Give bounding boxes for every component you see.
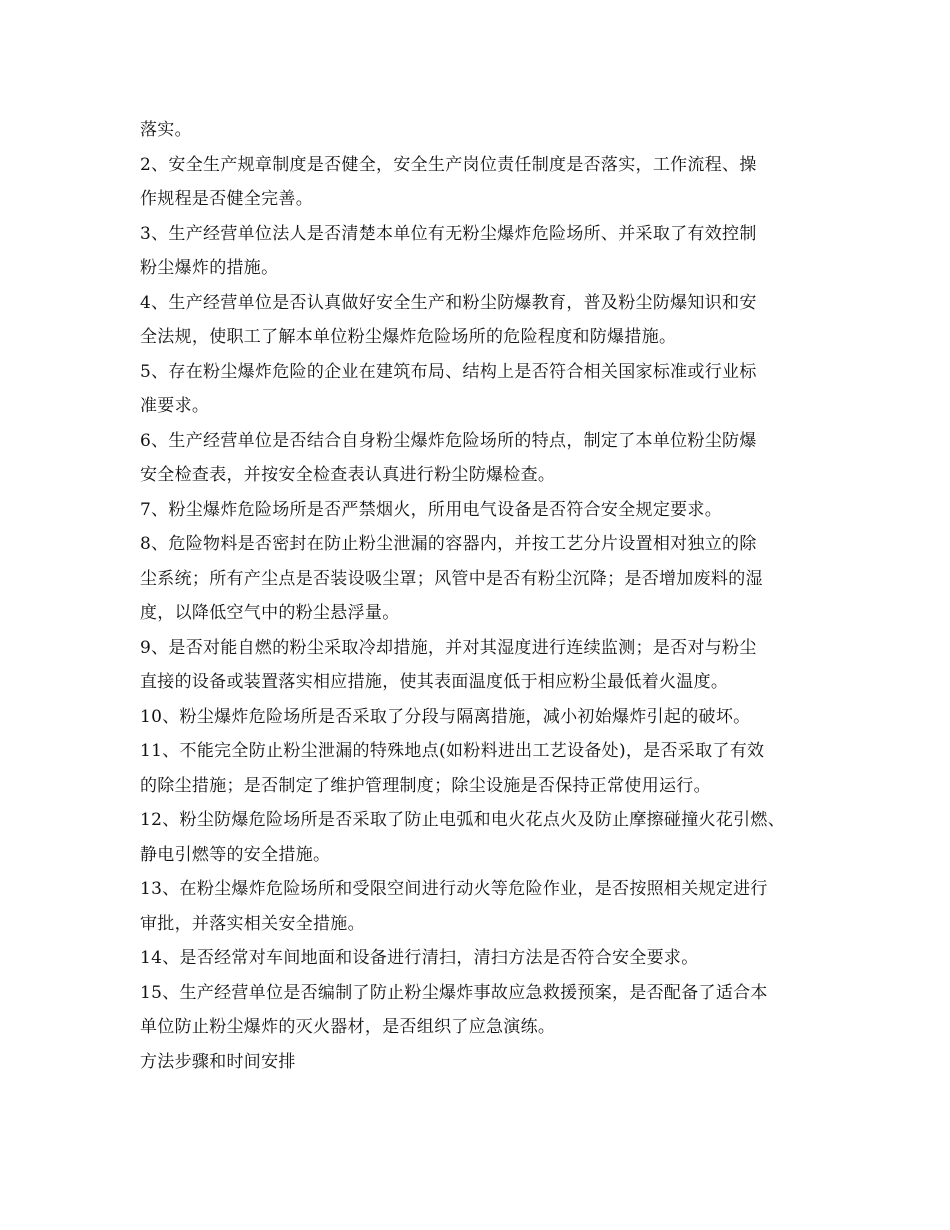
text-line: 落实。 bbox=[140, 120, 192, 140]
text-line: 6、生产经营单位是否结合自身粉尘爆炸危险场所的特点，制定了本单位粉尘防爆 bbox=[140, 430, 757, 451]
text-line: 粉尘爆炸的措施。 bbox=[140, 258, 279, 278]
text-line: 静电引燃等的安全措施。 bbox=[140, 844, 331, 865]
text-line: 4、生产经营单位是否认真做好安全生产和粉尘防爆教育，普及粉尘防爆知识和安 bbox=[140, 292, 757, 313]
text-line: 7、粉尘爆炸危险场所是否严禁烟火，所用电气设备是否符合安全规定要求。 bbox=[140, 499, 723, 520]
document-body bbox=[140, 113, 830, 1079]
section-heading: 方法步骤和时间安排 bbox=[140, 1051, 296, 1072]
text-line: 15、生产经营单位是否编制了防止粉尘爆炸事故应急救援预案，是否配备了适合本 bbox=[140, 982, 768, 1003]
text-line: 3、生产经营单位法人是否清楚本单位有无粉尘爆炸危险场所、并采取了有效控制 bbox=[140, 223, 757, 244]
text-line: 的除尘措施；是否制定了维护管理制度；除尘设施是否保持正常使用运行。 bbox=[140, 775, 711, 796]
text-line: 10、粉尘爆炸危险场所是否采取了分段与隔离措施，减小初始爆炸引起的破坏。 bbox=[140, 706, 751, 727]
text-line: 12、粉尘防爆危险场所是否采取了防止电弧和电火花点火及防止摩擦碰撞火花引燃、 bbox=[140, 810, 786, 830]
text-line: 11、不能完全防止粉尘泄漏的特殊地点(如粉料进出工艺设备处)，是否采取了有效 bbox=[140, 741, 765, 761]
text-line: 8、危险物料是否密封在防止粉尘泄漏的容器内，并按工艺分片设置相对独立的除 bbox=[140, 534, 757, 554]
text-line: 5、存在粉尘爆炸危险的企业在建筑布局、结构上是否符合相关国家标准或行业标 bbox=[140, 361, 757, 382]
text-line: 9、是否对能自燃的粉尘采取冷却措施，并对其湿度进行连续监测；是否对与粉尘 bbox=[140, 637, 757, 658]
text-line: 全法规，使职工了解本单位粉尘爆炸危险场所的危险程度和防爆措施。 bbox=[140, 327, 677, 347]
text-line: 作规程是否健全完善。 bbox=[140, 189, 313, 209]
text-line: 14、是否经常对车间地面和设备进行清扫，清扫方法是否符合安全要求。 bbox=[140, 948, 699, 968]
text-line: 安全检查表，并按安全检查表认真进行粉尘防爆检查。 bbox=[140, 465, 556, 485]
text-line: 2、安全生产规章制度是否健全，安全生产岗位责任制度是否落实，工作流程、操 bbox=[140, 154, 757, 175]
text-line: 度，以降低空气中的粉尘悬浮量。 bbox=[140, 603, 400, 623]
text-line: 审批，并落实相关安全措施。 bbox=[140, 913, 365, 934]
text-line: 单位防止粉尘爆炸的灭火器材，是否组织了应急演练。 bbox=[140, 1017, 556, 1037]
text-line: 准要求。 bbox=[140, 396, 210, 416]
text-line: 尘系统；所有产尘点是否装设吸尘罩；风管中是否有粉尘沉降；是否增加废料的湿 bbox=[140, 568, 763, 589]
text-line: 13、在粉尘爆炸危险场所和受限空间进行动火等危险作业，是否按照相关规定进行 bbox=[140, 879, 768, 899]
text-line: 直接的设备或装置落实相应措施，使其表面温度低于相应粉尘最低着火温度。 bbox=[140, 672, 729, 692]
